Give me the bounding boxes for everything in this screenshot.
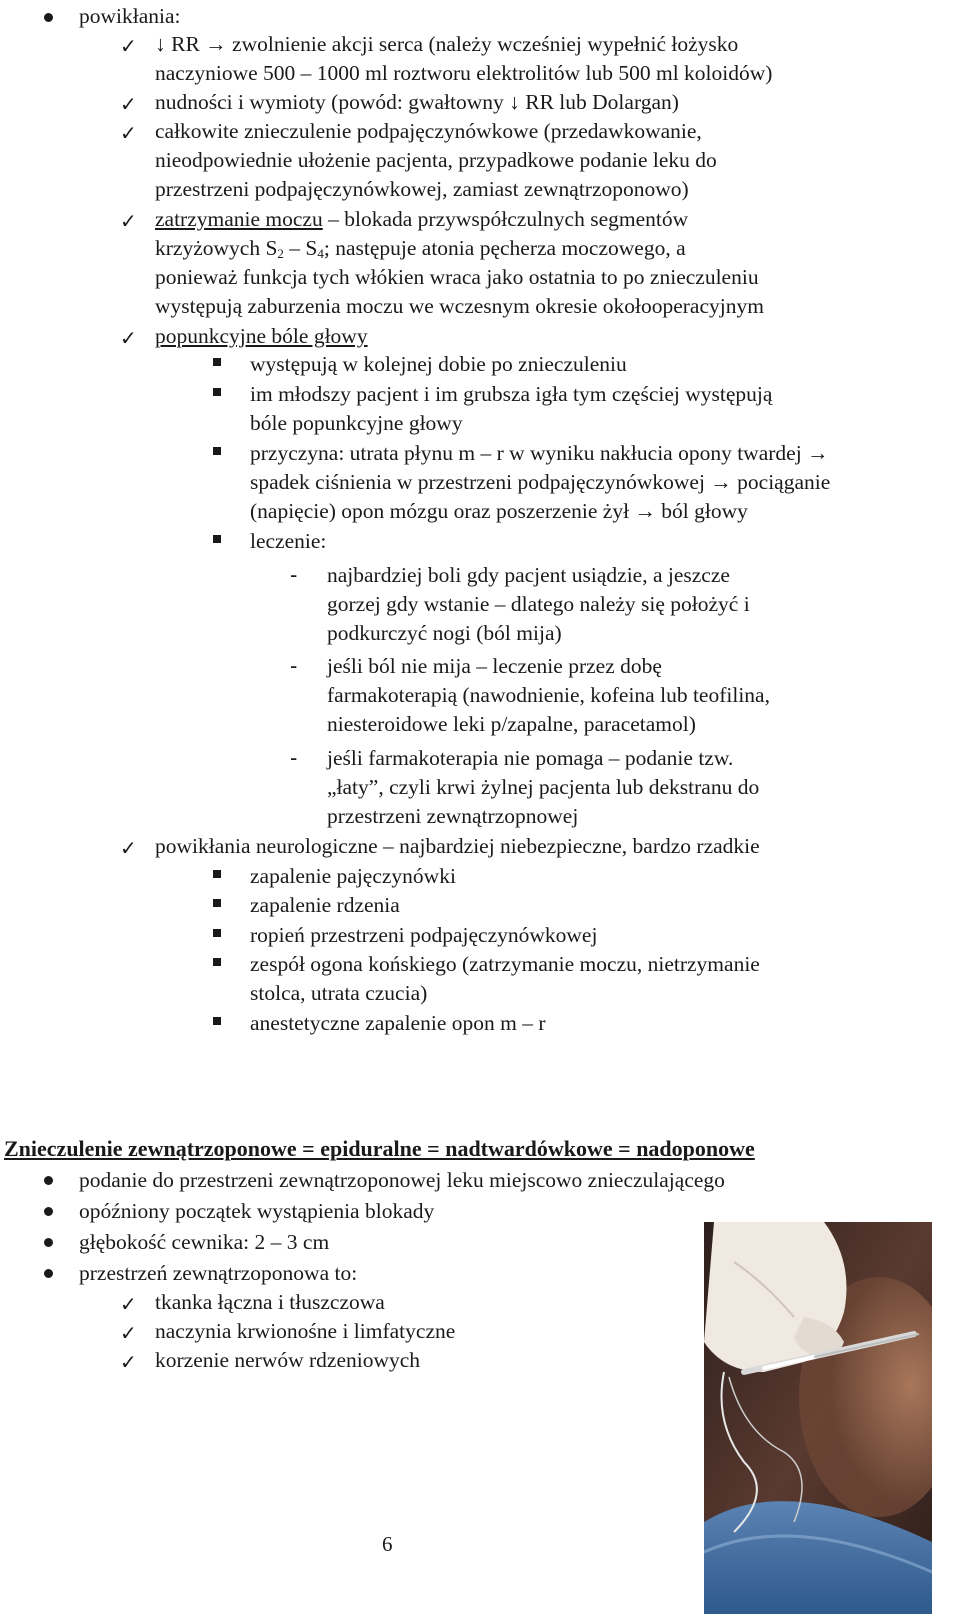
list-item: przyczyna: utrata płynu m – r w wyniku nakłucia opony twardej → [250, 441, 829, 465]
underlined-term: zatrzymanie moczu [155, 207, 323, 231]
subsection-title: popunkcyjne bóle głowy [155, 324, 368, 348]
square-bullet-icon [213, 388, 221, 396]
list-item: zapalenie rdzenia [250, 893, 400, 917]
checkmark-icon: ✓ [120, 121, 137, 145]
square-bullet-icon [213, 535, 221, 543]
list-item: opóźniony początek wystąpienia blokady [79, 1199, 435, 1223]
square-bullet-icon [213, 1017, 221, 1025]
text: – S [283, 236, 318, 260]
list-item-cont: (napięcie) opon mózgu oraz poszerzenie żył → ból głowy [250, 499, 748, 523]
checkmark-icon: ✓ [120, 209, 137, 233]
list-item-cont: występują zaburzenia moczu we wczesnym okresie okołooperacyjnym [155, 294, 764, 318]
text: ; następuje atonia pęcherza moczowego, a [323, 236, 686, 260]
square-bullet-icon [213, 958, 221, 966]
epidural-catheter-photo [704, 1222, 932, 1614]
list-item-cont: ponieważ funkcja tych włókien wraca jako ostatnia to po znieczuleniu [155, 265, 759, 289]
subscript: 2 [277, 246, 284, 261]
checkmark-icon: ✓ [120, 34, 137, 58]
text: krzyżowych S [155, 236, 278, 260]
list-item: występują w kolejnej dobie po znieczuleniu [250, 352, 627, 376]
list-item: tkanka łączna i tłuszczowa [155, 1290, 385, 1314]
list-item-cont: przestrzeni podpajęczynówkowej, zamiast zewnątrzoponowo) [155, 177, 689, 201]
list-item: leczenie: [250, 529, 327, 553]
list-item-cont: przestrzeni zewnątrzopnowej [327, 804, 579, 828]
list-item: jeśli ból nie mija – leczenie przez dobę [327, 654, 662, 678]
subscript: 4 [317, 246, 324, 261]
list-item-cont: gorzej gdy wstanie – dlatego należy się położyć i [327, 592, 750, 616]
list-item: im młodszy pacjent i im grubsza igła tym częściej występują [250, 382, 773, 406]
round-bullet-icon [44, 13, 53, 22]
list-item: nudności i wymioty (powód: gwałtowny ↓ RR lub Dolargan) [155, 90, 679, 114]
checkmark-icon: ✓ [120, 1350, 137, 1374]
list-item-cont: „łaty”, czyli krwi żylnej pacjenta lub dekstranu do [327, 775, 760, 799]
dash-bullet: - [290, 562, 298, 587]
list-item: powikłania: [79, 4, 181, 28]
list-item: głębokość cewnika: 2 – 3 cm [79, 1230, 330, 1254]
dash-bullet: - [290, 653, 298, 678]
text: – blokada przywspółczulnych segmentów [322, 207, 689, 231]
round-bullet-icon [44, 1238, 53, 1247]
section-heading: Znieczulenie zewnątrzoponowe = epiduralne = nadtwardówkowe = nadoponowe [4, 1136, 755, 1161]
list-item-cont: podkurczyć nogi (ból mija) [327, 621, 562, 645]
list-item: najbardziej boli gdy pacjent usiądzie, a jeszcze [327, 563, 730, 587]
list-item: przestrzeń zewnątrzoponowa to: [79, 1261, 358, 1285]
list-item-cont: nieodpowiednie ułożenie pacjenta, przypadkowe podanie leku do [155, 148, 717, 172]
round-bullet-icon [44, 1176, 53, 1185]
list-item: podanie do przestrzeni zewnątrzoponowej leku miejscowo znieczulającego [79, 1168, 725, 1192]
square-bullet-icon [213, 358, 221, 366]
checkmark-icon: ✓ [120, 1292, 137, 1316]
list-item-cont: bóle popunkcyjne głowy [250, 411, 463, 435]
round-bullet-icon [44, 1269, 53, 1278]
list-item: anestetyczne zapalenie opon m – r [250, 1011, 546, 1035]
round-bullet-icon [44, 1207, 53, 1216]
list-item-cont: farmakoterapią (nawodnienie, kofeina lub teofilina, [327, 683, 770, 707]
square-bullet-icon [213, 899, 221, 907]
list-item-cont: stolca, utrata czucia) [250, 981, 428, 1005]
list-item: naczynia krwionośne i limfatyczne [155, 1319, 456, 1343]
checkmark-icon: ✓ [120, 326, 137, 350]
list-item [155, 207, 688, 231]
list-item: zapalenie pajęczynówki [250, 864, 456, 888]
checkmark-icon: ✓ [120, 92, 137, 116]
list-item: korzenie nerwów rdzeniowych [155, 1348, 421, 1372]
list-item: powikłania neurologiczne – najbardziej niebezpieczne, bardzo rzadkie [155, 834, 760, 858]
list-item-cont: naczyniowe 500 – 1000 ml roztworu elektrolitów lub 500 ml koloidów) [155, 61, 773, 85]
page-number: 6 [382, 1532, 393, 1556]
dash-bullet: - [290, 745, 298, 770]
list-item-cont: spadek ciśnienia w przestrzeni podpajęczynówkowej → pociąganie [250, 470, 831, 494]
list-item: zespół ogona końskiego (zatrzymanie moczu, nietrzymanie [250, 952, 760, 976]
square-bullet-icon [213, 870, 221, 878]
list-item-cont [155, 236, 686, 260]
square-bullet-icon [213, 447, 221, 455]
list-item: ↓ RR → zwolnienie akcji serca (należy wcześniej wypełnić łożysko [155, 32, 739, 56]
checkmark-icon: ✓ [120, 836, 137, 860]
list-item-cont: niesteroidowe leki p/zapalne, paracetamol) [327, 712, 696, 736]
checkmark-icon: ✓ [120, 1321, 137, 1345]
list-item: ropień przestrzeni podpajęczynówkowej [250, 923, 598, 947]
square-bullet-icon [213, 929, 221, 937]
list-item: jeśli farmakoterapia nie pomaga – podanie tzw. [327, 746, 734, 770]
list-item: całkowite znieczulenie podpajęczynówkowe (przedawkowanie, [155, 119, 702, 143]
